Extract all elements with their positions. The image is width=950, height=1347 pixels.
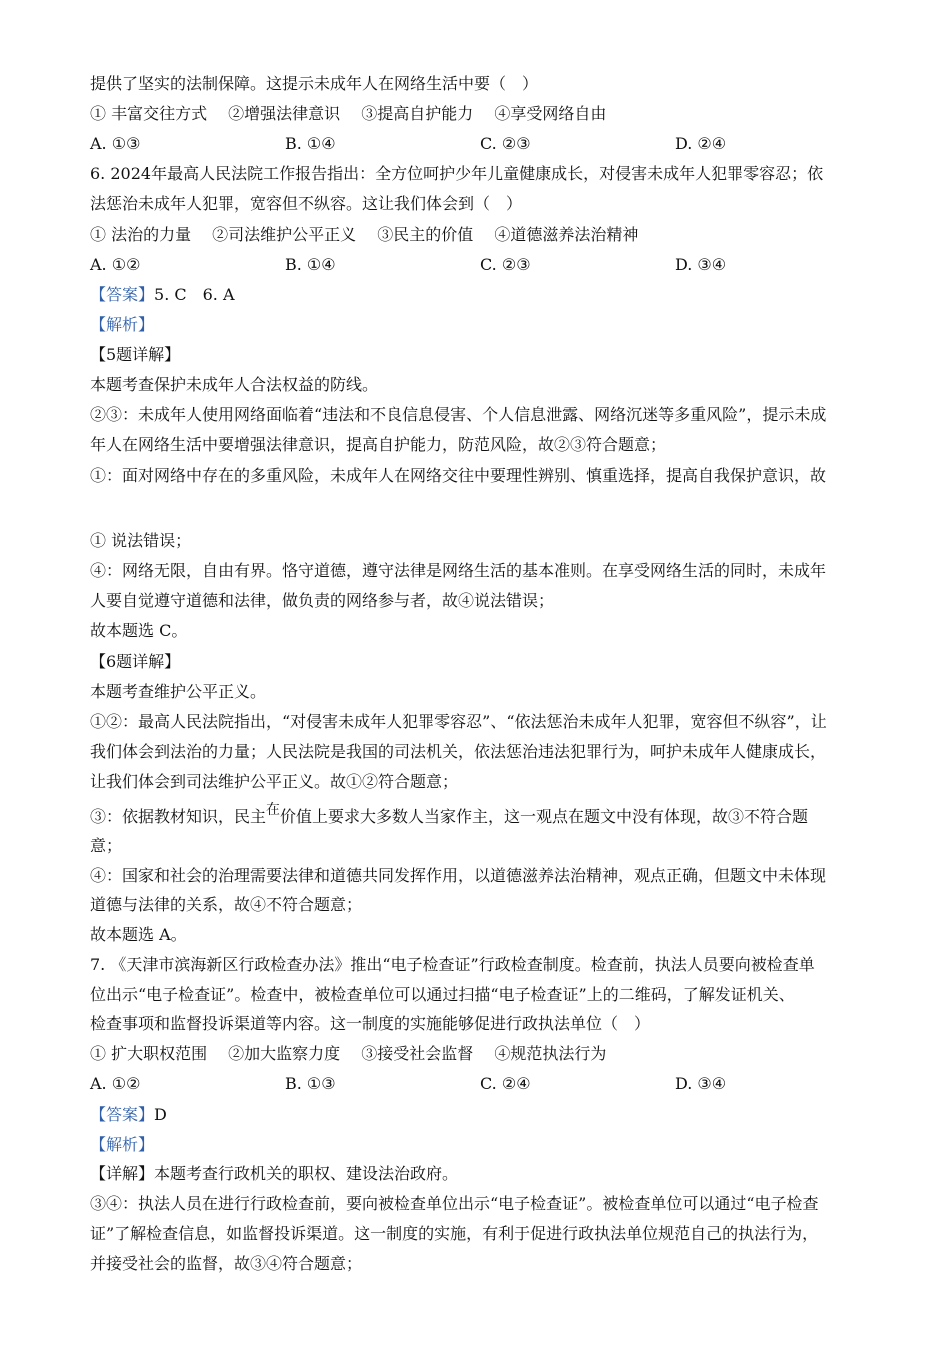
q5-detail-line: ②③：未成年人使用网络面临着“违法和不良信息侵害、个人信息泄露、网络沉迷等多重风险”，提示未成 bbox=[90, 405, 827, 424]
q6-superscript: 在 bbox=[266, 802, 281, 818]
q7-stem-line1: 7. 《天津市滨海新区行政检查办法》推出“电子检查证”行政检查制度。检查前，执法人员要向被检查单 bbox=[90, 955, 815, 974]
q6-options bbox=[90, 254, 870, 276]
q7-option-c: C. ②④ bbox=[480, 1074, 531, 1093]
q7-options bbox=[90, 1073, 870, 1095]
q5-detail-line: 本题考查保护未成年人合法权益的防线。 bbox=[90, 375, 379, 394]
answer7-label: 【答案】 bbox=[90, 1105, 155, 1124]
answer-line-7 bbox=[90, 1104, 870, 1126]
q5-detail-line: ① 说法错误； bbox=[90, 531, 192, 550]
q6-detail-line-part1: ③：依据教材知识，民主 bbox=[90, 807, 267, 826]
q5-option-a: A. ①③ bbox=[90, 134, 141, 153]
q5-option-c: C. ②③ bbox=[480, 134, 531, 153]
q7-option-d: D. ③④ bbox=[675, 1074, 727, 1093]
q6-detail-line-split bbox=[90, 802, 870, 828]
q7-detail-line: 并接受社会的监督，故③④符合题意； bbox=[90, 1254, 363, 1273]
q5-detail-heading: 【5题详解】 bbox=[90, 345, 181, 364]
q7-detail-line: ③④：执法人员在进行行政检查前，要向被检查单位出示“电子检查证”。被检查单位可以通过“电子检查 bbox=[90, 1194, 819, 1213]
analysis-label-7: 【解析】 bbox=[90, 1135, 155, 1154]
q6-detail-line: 道德与法律的关系，故④不符合题意； bbox=[90, 895, 363, 914]
q6-detail-line: 故本题选 A。 bbox=[90, 925, 187, 944]
q5-option-d: D. ②④ bbox=[675, 134, 727, 153]
q5-detail-line: 年人在网络生活中要增强法律意识，提高自护能力，防范风险，故②③符合题意； bbox=[90, 435, 667, 454]
q5-items: ① 丰富交往方式 ②增强法律意识 ③提高自护能力 ④享受网络自由 bbox=[90, 104, 607, 123]
q5-options bbox=[90, 133, 870, 155]
q7-stem-line3: 检查事项和监督投诉渠道等内容。这一制度的实施能够促进行政执法单位（ ） bbox=[90, 1014, 651, 1033]
q5-detail-line: ④：网络无限，自由有界。恪守道德，遵守法律是网络生活的基本准则。在享受网络生活的同时，未成年 bbox=[90, 561, 827, 580]
q6-option-a: A. ①② bbox=[90, 255, 141, 274]
q6-detail-heading: 【6题详解】 bbox=[90, 652, 181, 671]
q6-detail-line-part2: 价值上要求大多数人当家作主，这一观点在题文中没有体现，故③不符合题 bbox=[280, 807, 809, 826]
q6-detail-line: ④：国家和社会的治理需要法律和道德共同发挥作用，以道德滋养法治精神，观点正确，但题文中未体现 bbox=[90, 866, 827, 885]
q6-option-d: D. ③④ bbox=[675, 255, 727, 274]
answer-line-56 bbox=[90, 284, 870, 306]
q7-detail-intro: 本题考查行政机关的职权、建设法治政府。 bbox=[154, 1164, 459, 1183]
q6-detail-line: 本题考查维护公平正义。 bbox=[90, 682, 267, 701]
q6-detail-line: 让我们体会到司法维护公平正义。故①②符合题意； bbox=[90, 772, 459, 791]
q5-detail-line: ①：面对网络中存在的多重风险，未成年人在网络交往中要理性辨别、慎重选择，提高自我保护意识，故 bbox=[90, 466, 827, 485]
q5-detail-line: 故本题选 C。 bbox=[90, 621, 188, 640]
q5-stem: 提供了坚实的法制保障。这提示未成年人在网络生活中要（ ） bbox=[90, 74, 539, 93]
q7-detail-line1 bbox=[90, 1163, 870, 1185]
q7-stem-line2: 位出示“电子检查证”。检查中，被检查单位可以通过扫描“电子检查证”上的二维码，了解发证机关、 bbox=[90, 985, 795, 1004]
q7-detail-line: 证”了解检查信息，如监督投诉渠道。这一制度的实施，有利于促进行政执法单位规范自己的执法行为， bbox=[90, 1224, 819, 1243]
q6-detail-line: 意； bbox=[90, 836, 123, 855]
q5-option-b: B. ①④ bbox=[285, 134, 336, 153]
q7-items: ① 扩大职权范围 ②加大监察力度 ③接受社会监督 ④规范执法行为 bbox=[90, 1044, 607, 1063]
q6-detail-line: 我们体会到法治的力量；人民法院是我国的司法机关，依法惩治违法犯罪行为，呵护未成年人健康成长， bbox=[90, 742, 827, 761]
q7-detail-heading: 【详解】 bbox=[90, 1164, 155, 1183]
answer-label: 【答案】 bbox=[90, 285, 155, 304]
q6-detail-line: ①②：最高人民法院指出，“对侵害未成年人犯罪零容忍”、“依法惩治未成年人犯罪，宽容但不纵容”，让 bbox=[90, 712, 827, 731]
answer-text: 5. C 6. A bbox=[154, 285, 235, 304]
q7-option-b: B. ①③ bbox=[285, 1074, 336, 1093]
q6-option-b: B. ①④ bbox=[285, 255, 336, 274]
q6-items: ① 法治的力量 ②司法维护公平正义 ③民主的价值 ④道德滋养法治精神 bbox=[90, 225, 639, 244]
q6-stem-line2: 法惩治未成年人犯罪，宽容但不纵容。这让我们体会到（ ） bbox=[90, 194, 523, 213]
q6-option-c: C. ②③ bbox=[480, 255, 531, 274]
q6-stem-line1: 6. 2024年最高人民法院工作报告指出：全方位呵护少年儿童健康成长，对侵害未成年人犯罪零容忍；依 bbox=[90, 164, 824, 183]
analysis-label: 【解析】 bbox=[90, 315, 155, 334]
q7-option-a: A. ①② bbox=[90, 1074, 141, 1093]
answer7-text: D bbox=[154, 1105, 167, 1124]
q5-detail-line: 人要自觉遵守道德和法律，做负责的网络参与者，故④说法错误； bbox=[90, 591, 555, 610]
